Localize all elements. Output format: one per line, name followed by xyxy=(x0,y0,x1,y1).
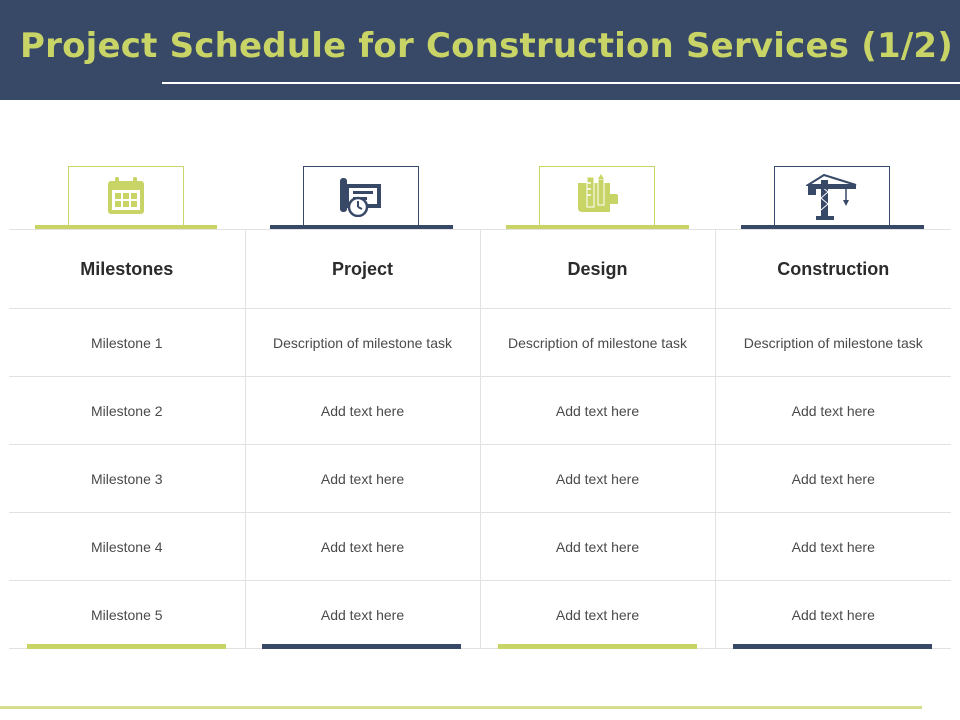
schedule-table xyxy=(9,229,951,649)
milestone-cell: Milestone 3 xyxy=(9,445,245,513)
table-row xyxy=(9,377,951,445)
project-cell: Description of milestone task xyxy=(245,309,480,377)
column-accent-bar-construction xyxy=(733,644,932,649)
design-cell: Add text here xyxy=(480,445,715,513)
column-accent-bar-design xyxy=(498,644,697,649)
title-underline xyxy=(162,82,960,84)
design-cell: Description of milestone task xyxy=(480,309,715,377)
milestone-cell: Milestone 1 xyxy=(9,309,245,377)
page-title: Project Schedule for Construction Services (1/2) xyxy=(20,26,954,66)
table-header-row xyxy=(9,230,951,309)
column-accent-bar-milestones xyxy=(27,644,226,649)
project-cell: Add text here xyxy=(245,377,480,445)
milestone-cell: Milestone 5 xyxy=(9,581,245,649)
construction-cell: Add text here xyxy=(715,581,951,649)
title-banner xyxy=(0,0,960,100)
calendar-icon-box xyxy=(68,166,184,226)
column-header-design: Design xyxy=(480,230,715,309)
design-icon-box xyxy=(539,166,655,226)
milestone-cell: Milestone 2 xyxy=(9,377,245,445)
blueprint-clock-icon xyxy=(338,175,384,217)
blueprint-icon-box xyxy=(303,166,419,226)
column-header-construction: Construction xyxy=(715,230,951,309)
column-accent-bar-project xyxy=(262,644,461,649)
column-header-project: Project xyxy=(245,230,480,309)
footer-divider xyxy=(0,706,922,709)
construction-cell: Add text here xyxy=(715,513,951,581)
milestone-cell: Milestone 4 xyxy=(9,513,245,581)
tower-crane-icon xyxy=(806,172,858,220)
construction-cell: Add text here xyxy=(715,377,951,445)
construction-cell: Add text here xyxy=(715,445,951,513)
design-cell: Add text here xyxy=(480,377,715,445)
table-row xyxy=(9,513,951,581)
table-row xyxy=(9,581,951,649)
table-row xyxy=(9,309,951,377)
construction-cell: Description of milestone task xyxy=(715,309,951,377)
calendar-icon xyxy=(105,175,147,217)
design-cell: Add text here xyxy=(480,513,715,581)
project-cell: Add text here xyxy=(245,581,480,649)
column-header-milestones: Milestones xyxy=(9,230,245,309)
ruler-pencil-icon xyxy=(574,174,620,218)
design-cell: Add text here xyxy=(480,581,715,649)
project-cell: Add text here xyxy=(245,513,480,581)
construction-icon-box xyxy=(774,166,890,226)
table-row xyxy=(9,445,951,513)
project-cell: Add text here xyxy=(245,445,480,513)
